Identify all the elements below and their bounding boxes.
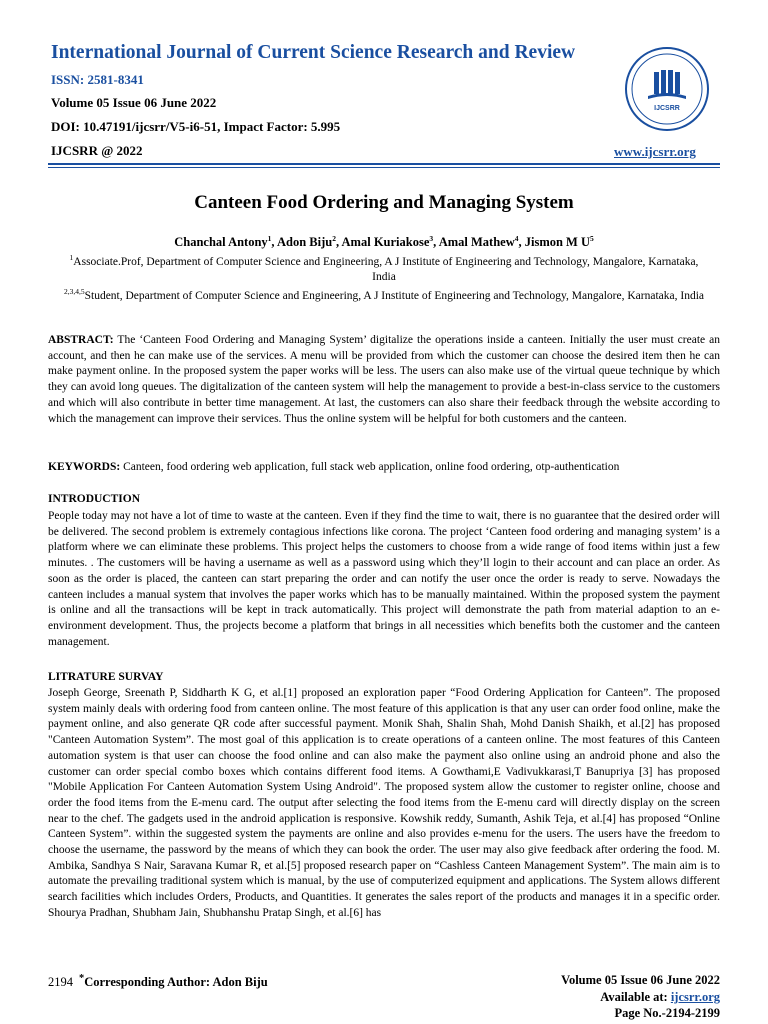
issn: ISSN: 2581-8341 [51, 72, 144, 87]
keywords-text: Canteen, food ordering web application, full stack web application, online food ordering, otp-authentication [120, 461, 620, 473]
introduction-heading: INTRODUCTION [48, 493, 141, 505]
affiliation-2: $^{2,3,4,5}$Student, Department of Computer Science and Engineering, A J Institute of Engineering and Technology, Mangalore, Karnataka, India [63, 287, 704, 302]
footer-available: Available at: ijcsrr.org [600, 990, 720, 1004]
footer-volume: Volume 05 Issue 06 June 2022 [561, 973, 720, 987]
abstract [48, 333, 720, 427]
header-rule-thin [48, 167, 720, 168]
journal-logo [624, 46, 710, 132]
journal-title: International Journal of Current Science Research and Review [51, 42, 576, 63]
journal-website-link[interactable]: www.ijcsrr.org [614, 144, 696, 159]
author: Adon Biju [276, 235, 333, 250]
author-list: Chanchal Antony$^1$, Adon Biju$^2$, Amal Kuriakose$^3$, Amal Mathew$^4$, Jismon M $U^5$ [174, 234, 594, 250]
abstract-label: ABSTRACT: [48, 334, 114, 346]
author: Jismon M U [524, 235, 591, 250]
literature-heading: LITRATURE SURVAY [48, 671, 164, 683]
header-rule [48, 163, 720, 165]
keywords-label: KEYWORDS: [48, 461, 121, 473]
keywords [48, 460, 720, 476]
page-number: 2194 [48, 975, 73, 990]
copyright: IJCSRR @ 2022 [51, 143, 143, 158]
literature-text: Joseph George, Sreenath P, Siddharth K G, et al.[1] proposed an exploration paper “Food Ordering Application for Canteen”. The proposed system mainly deals with ordering food from canteen online. The most feature of this application is that any user can order food online, make the payment online, and also generate QR code after successful payment. Monik Shah, Shalin Shah, Mohd Danish Shaikh, et al.[2] has proposed "Canteen Automation System”. The most goal of this application is to create operations of a canteen online. The most features of this Canteen automation system is that user can choose the food online and can also make the payment also online using an android phone and also the customer can order special combo boxes which contains different food items. A Gowthami,E Vadivukkarasi,T Banupriya [3] has proposed "Mobile Application For Canteen Automation System Using Android". The proposed system allow the customer to register online, choose and order the food items from the E-menu card. The output after selecting the food items from the E-menu card will directly display on the screen near to the chef. The gadgets used in the android application is responsive. Kowshik reddy, Sumanth, Ashik Teja, et al.[4] has proposed “Online Canteen System”. within the suggested system the payments are online and also provides e-menu for the users. The users have the freedom to choose the username, the password by the means of which they can book the order. The user may also give feedback after ordering the food. M. Ambika, Sandhya S Nair, Saravana Kumar R, et al.[5] proposed research paper on “Cashless Canteen Management System”. The main aim is to automate the prevailing traditional system which is manual, by the use of computerized equipment and applications. The System allows different search facilities which includes Orders, Products, and Quantities. It generates the sales report of the products and manages it in a specific order. Shourya Pradhan, Shubham Jain, Shubhanshu Pratap Singh, et al.[6] has [48, 687, 720, 919]
corresponding-author: Corresponding Author: Adon Biju [84, 975, 268, 990]
footer-page-range: Page No.-2194-2199 [614, 1006, 720, 1020]
affiliation-1: $^1$Associate.Prof, Department of Computer Science and Engineering, A J Institute of Engineering and Technology, Mangalore, Karnataka, India [69, 253, 699, 284]
logo-text: IJCSRR [654, 105, 680, 112]
footer-site-link[interactable]: ijcsrr.org [670, 990, 720, 1004]
doi-info: DOI: 10.47191/ijcsrr/V5-i6-51, Impact Factor: 5.995 [51, 119, 341, 134]
paper-title: Canteen Food Ordering and Managing System [194, 192, 574, 213]
author: Amal Kuriakose [341, 235, 430, 250]
volume-info: Volume 05 Issue 06 June 2022 [51, 95, 217, 110]
footer-corresponding: 2194 *Corresponding Author: Adon Biju [48, 973, 268, 990]
author: Amal Mathew [438, 235, 515, 250]
author: Chanchal Antony [174, 235, 268, 250]
abstract-text: The ‘Canteen Food Ordering and Managing System’ digitalize the operations inside a canteen. Initially the user must create an account, and then he can make use of the services. A menu will be provided from which the customer can choose the desired item then he can make payment online. In the proposed system the paper works will be less. The users can also make use of the virtual queue technique by which they can avoid long queues. The digitalization of the canteen system will help the management to provide a best-in-class service to the customers and which will also contribute in better time management. At last, the customers can also share their feedback through the website according to which the management can improve their services. Thus the online system will be helpful for both customers and the canteen. [48, 334, 720, 425]
introduction-text: People today may not have a lot of time to waste at the canteen. Even if they find the time to wait, there is no guarantee that the desired order will be delivered. The second problem is extremely contagious infections like corona. The project ‘Canteen food ordering and managing system’ is a platform where we can eliminate these problems. This project helps the customers to choose from a wide range of food items within just a few minutes. . The customers will be having a username as well as a password using which they’ll login to their account and can place an order. As soon as the order is placed, the canteen can start preparing the order and can notify the user once the order is ready to serve. Nowadays the canteen includes a manual system that involves the paper works which has to be manually maintained. Within the proposed system the payment is online and all the transactions will be kept in track automatically. This project will demonstrate the path from material adaption to an e-environment development. Thus, the projects become a platform that brings in all necessities which benefits both the customer and the canteen management. [48, 510, 720, 648]
